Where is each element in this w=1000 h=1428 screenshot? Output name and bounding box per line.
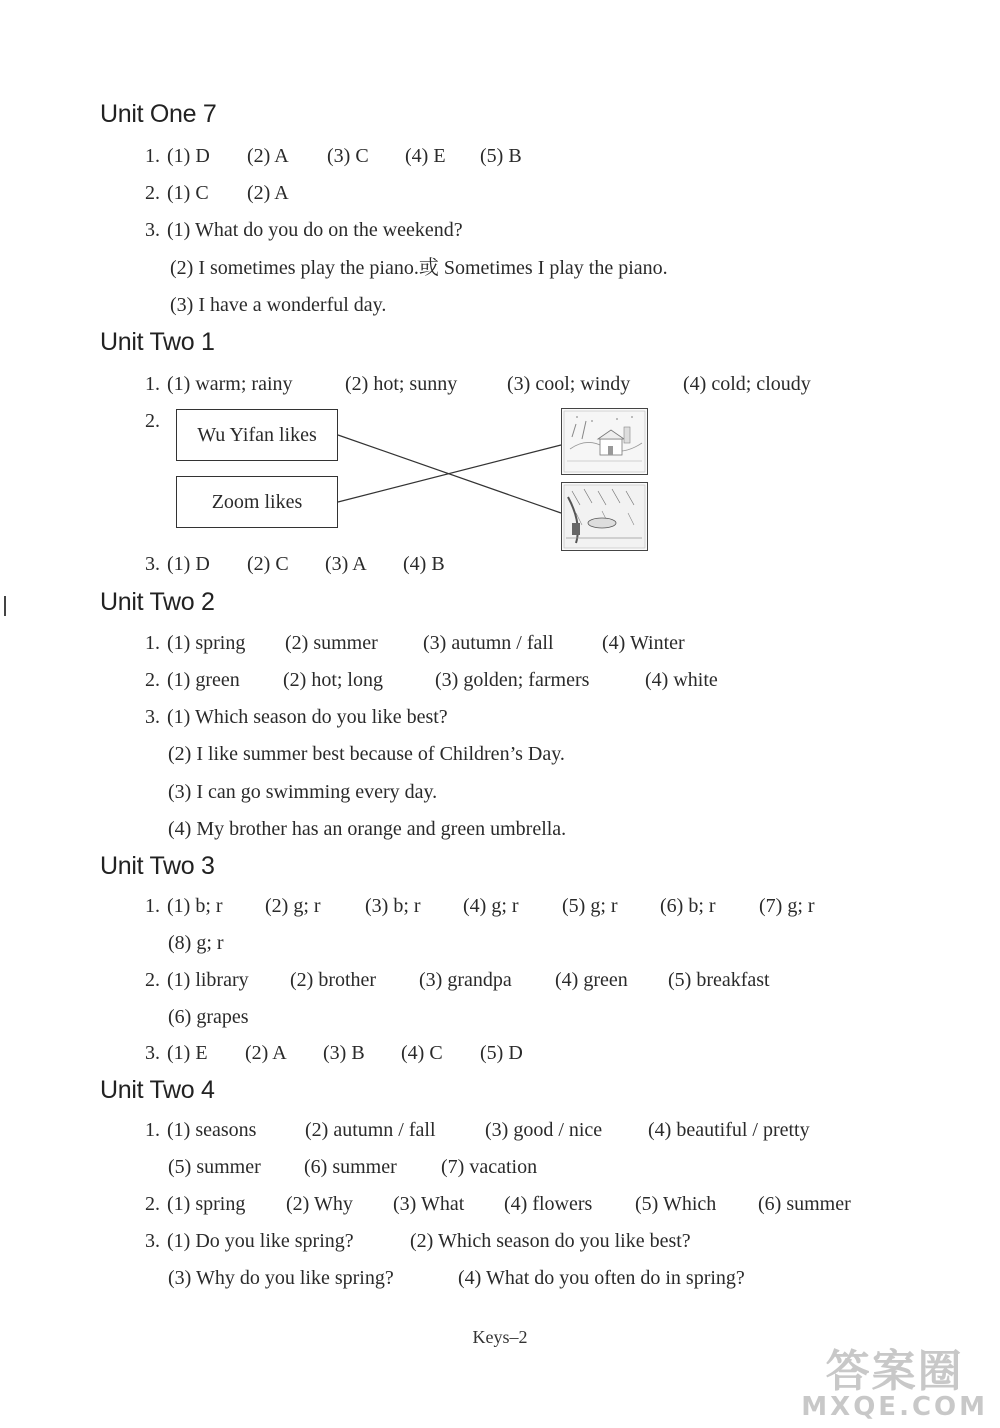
rainy-car-picture [561, 482, 648, 551]
answer-part: (2) autumn / fall [305, 1119, 436, 1141]
answer-part: (1) D [167, 553, 210, 575]
answer-part: (4) green [555, 969, 628, 991]
snow-scene-icon [562, 409, 647, 474]
match-box-left: Zoom likes [176, 476, 338, 528]
answer-part: (1) b; r [167, 895, 223, 917]
answer-part: (5) g; r [562, 895, 618, 917]
answer-part: (4) white [645, 669, 718, 691]
item-number: 1. [145, 373, 160, 395]
answer-part: (2) I sometimes play the piano.或 Sometimes I play the piano. [170, 257, 668, 279]
answer-part: (2) A [245, 1042, 287, 1064]
answer-part: (3) grandpa [419, 969, 512, 991]
item-number: 2. [145, 182, 160, 204]
item-number: 1. [145, 145, 160, 167]
answer-part: (1) warm; rainy [167, 373, 293, 395]
unit-heading: Unit Two 2 [100, 588, 215, 616]
item-number: 1. [145, 895, 160, 917]
answer-part: (1) Do you like spring? [167, 1230, 354, 1252]
match-line [338, 445, 561, 502]
answer-part: (4) cold; cloudy [683, 373, 811, 395]
answer-part: (1) library [167, 969, 249, 991]
answer-part: (3) C [327, 145, 369, 167]
unit-heading: Unit Two 3 [100, 852, 215, 880]
answer-part: (4) C [401, 1042, 443, 1064]
item-number: 3. [145, 219, 160, 241]
answer-part: (2) hot; long [283, 669, 383, 691]
answer-part: (6) summer [758, 1193, 851, 1215]
answer-part: (4) My brother has an orange and green umbrella. [168, 818, 567, 840]
answer-part: (1) spring [167, 632, 246, 654]
answer-part: (4) beautiful / pretty [648, 1119, 810, 1141]
item-number: 1. [145, 632, 160, 654]
answer-part: (4) Winter [602, 632, 685, 654]
item-number: 3. [145, 706, 160, 728]
answer-part: (4) What do you often do in spring? [458, 1267, 745, 1289]
margin-mark [4, 596, 6, 616]
answer-part: (3) b; r [365, 895, 421, 917]
unit-heading: Unit Two 4 [100, 1076, 215, 1104]
rain-scene-icon [562, 483, 647, 550]
answer-part: (3) Why do you like spring? [168, 1267, 394, 1289]
watermark-title: 答案圈 [825, 1346, 964, 1397]
item-number: 2. [145, 969, 160, 991]
answer-part: (2) g; r [265, 895, 321, 917]
answer-part: (1) C [167, 182, 209, 204]
answer-part: (6) summer [304, 1156, 397, 1178]
answer-part: (4) B [403, 553, 445, 575]
answer-part: (2) I like summer best because of Children’s Day. [168, 743, 565, 765]
answer-part: (1) seasons [167, 1119, 257, 1141]
item-number: 2. [145, 669, 160, 691]
item-number: 2. [145, 1193, 160, 1215]
answer-part: (3) I can go swimming every day. [168, 781, 438, 803]
answer-part: (7) g; r [759, 895, 815, 917]
answer-part: (2) C [247, 553, 289, 575]
item-number: 3. [145, 1230, 160, 1252]
watermark [801, 1346, 988, 1422]
answer-part: (5) B [480, 145, 522, 167]
item-number: 1. [145, 1119, 160, 1141]
unit-heading: Unit One 7 [100, 100, 217, 128]
answer-part: (2) A [247, 145, 289, 167]
answer-part: (3) What [393, 1193, 465, 1215]
answer-part: (1) What do you do on the weekend? [167, 219, 463, 241]
answer-part: (5) Which [635, 1193, 717, 1215]
answer-part: (1) D [167, 145, 210, 167]
answer-part: (3) golden; farmers [435, 669, 590, 691]
page-footer: Keys–2 [472, 1327, 528, 1347]
answer-part: (2) hot; sunny [345, 373, 458, 395]
answer-part: (1) Which season do you like best? [167, 706, 448, 728]
answer-part: (4) g; r [463, 895, 519, 917]
answer-part: (2) Why [286, 1193, 353, 1215]
matching-lines [0, 0, 1000, 600]
answer-part: (3) A [325, 553, 367, 575]
answer-part: (3) autumn / fall [423, 632, 554, 654]
answer-part: (7) vacation [441, 1156, 538, 1178]
answer-part: (5) D [480, 1042, 523, 1064]
snowy-house-picture [561, 408, 648, 475]
answer-part: (3) B [323, 1042, 365, 1064]
answer-part: (8) g; r [168, 932, 224, 954]
item-number: 2. [145, 410, 160, 432]
watermark-url: MXQE.COM [801, 1392, 988, 1422]
answer-part: (6) grapes [168, 1006, 249, 1028]
answer-part: (5) summer [168, 1156, 261, 1178]
item-number: 3. [145, 553, 160, 575]
answer-part: (1) green [167, 669, 240, 691]
answer-part: (4) flowers [504, 1193, 593, 1215]
answer-part: (3) cool; windy [507, 373, 631, 395]
match-box-left: Wu Yifan likes [176, 409, 338, 461]
answer-part: (2) brother [290, 969, 377, 991]
answer-part: (3) good / nice [485, 1119, 603, 1141]
answer-part: (1) E [167, 1042, 208, 1064]
item-number: 3. [145, 1042, 160, 1064]
answer-part: (2) A [247, 182, 289, 204]
answer-part: (4) E [405, 145, 446, 167]
answer-part: (2) summer [285, 632, 378, 654]
unit-heading: Unit Two 1 [100, 328, 215, 356]
answer-part: (1) spring [167, 1193, 246, 1215]
answer-part: (2) Which season do you like best? [410, 1230, 691, 1252]
answer-part: (6) b; r [660, 895, 716, 917]
answer-part: (5) breakfast [668, 969, 770, 991]
answer-part: (3) I have a wonderful day. [170, 294, 387, 316]
